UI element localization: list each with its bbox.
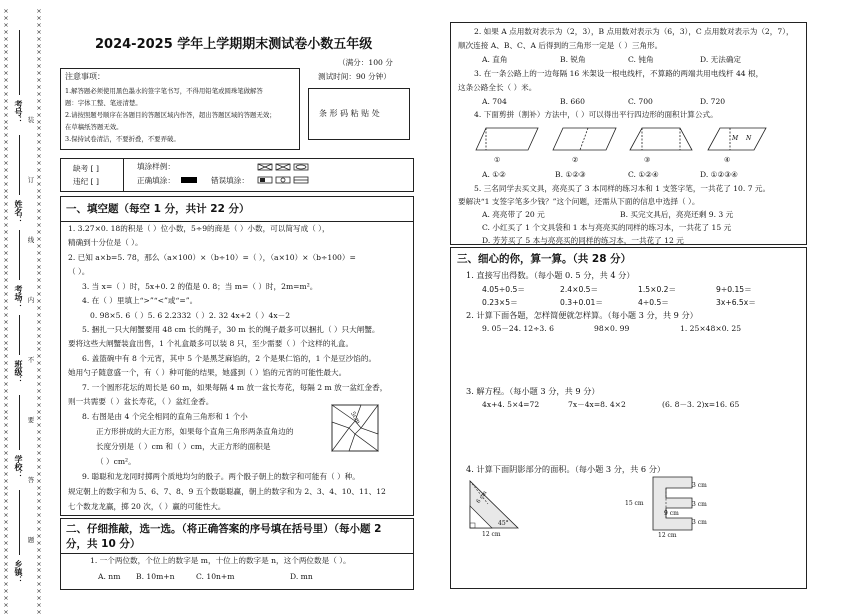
p3-s1: 1. 直接写出得数。（每小题 0. 5 分，共 4 分） [466,270,635,280]
p3-s3: 3. 解方程。（每小题 3 分，共 9 分） [466,386,600,396]
p2-q4-label-4: ④ [724,156,731,164]
absent-mark: 缺考 [ ] [73,164,99,173]
notice-line-5: 3.保持试卷清洁，不要折叠，不要弄破。 [65,135,180,143]
p3-s1-item-7: 4÷0.5＝ [638,298,669,307]
p1-line-20: 七个数龙龙赢，掷 20 次，（ ）赢的可能性大。 [68,502,226,511]
p3-s2: 2. 计算下面各题，怎样简便就怎样算。（每小题 3 分，共 9 分） [466,310,698,320]
e-shape-a-label: 3 cm [692,482,707,489]
p2-q1-option-a: A. nm [98,572,121,581]
e-shape-c-label: 3 cm [692,519,707,526]
p1-line-11: 她用勺子随意盛一个，有（ ）种可能的结果，她盛到（ ）馅的元宵的可能性最大。 [68,368,347,377]
p1-line-7: 0. 98×5. 6（ ）5. 6 2.2332（ ）2. 32 4x+2（ ）4x－2 [90,311,291,320]
parallelogram-figures [468,124,768,156]
p2-q5-b: 要解决“1 支签字笔多少钱？”这个问题，还需从下面的信息中选择（ ）。 [458,197,700,206]
p2-q1: 1. 一个两位数，个位上的数字是 m，十位上的数字是 n，这个两位数是（ ）。 [90,556,351,565]
p2-q2-option-c: C. 钝角 [628,55,654,64]
p2-q3-option-d: D. 720 [700,97,726,106]
notice-box [60,68,300,150]
p2-q2-option-a: A. 直角 [482,55,508,64]
binding-x-marks-right: ×××××××××××××××××××××××××××××××××××××××××××××××××××××××××××××××××××××××××××××××××××××××× [36,7,42,616]
binding-label-name: 姓名： [14,200,23,224]
p3-s1-item-4: 9÷0.15＝ [716,285,752,294]
notice-line-3: 2.请按照题号顺序在各题目的答题区域内作答，超出答题区域的答题无效； [65,111,276,119]
triangle-angle-label: 45° [498,520,509,527]
e-shape-bottom-label: 12 cm [658,532,677,539]
binding-x-marks-left: ×××××××××××××××××××××××××××××××××××××××××××××××××××××××××××××××××××××××××××××××××××××××× [3,7,9,616]
p2-q1-option-b: B. 10m+n [136,572,175,581]
p1-line-4: （ ）。 [68,267,90,276]
barcode-label: 条 形 码 粘 贴 处 [319,109,380,118]
p1-line-10: 6. 盖篮碗中有 8 个元宵，其中 5 个是黑芝麻馅的，2 个是果仁馅的，1 个是豆沙馅的。 [82,354,377,363]
p2-q3: 3. 在一条公路上的一边每隔 16 米架设一根电线杆，不算路的两端共用电线杆 44 根， [474,69,764,78]
part2-heading-2: 分，共 10 分） [66,538,141,550]
p3-s2-item-3: 1. 25×48×0. 25 [680,324,742,333]
p2-q4-label-2: ② [572,156,579,164]
p1-line-16: 长度分别是（ ）cm 和（ ）cm，大正方形的面积是 [96,442,271,451]
p2-q4-label-3: ③ [644,156,651,164]
p3-s1-item-1: 4.05÷0.5＝ [482,285,525,294]
svg-text:M: M [732,135,739,142]
p2-q3-b: 这条公路全长（ ）米。 [458,83,537,92]
p1-line-17: （ ）cm²。 [96,457,136,466]
p1-line-18: 9. 聪聪和龙龙同时掷两个质地均匀的骰子。两个骰子朝上的数字和可能有（ ）种。 [82,472,360,481]
p1-line-12: 7. 一个圆形花坛的周长是 60 m，如果每隔 4 m 放一盆长寿花，每隔 2 m 放一盆红金香， [82,383,388,392]
full-score: （满分：100 分 [338,58,393,67]
svg-text:N: N [746,135,752,142]
discipline-mark: 违纪 [ ] [73,177,99,186]
p1-line-13: 则一共需要（ ）盆长寿花，（ ）盆红金香。 [68,397,214,406]
p3-s3-item-1: 4x+4. 5×4=72 [482,400,540,409]
p2-q2-option-d: D. 无法确定 [700,55,742,64]
p2-q4-label-1: ① [494,156,501,164]
e-shape-inner-label: 9 cm [664,510,679,517]
notice-heading: 注意事项： [65,72,105,81]
p3-s4: 4. 计算下面阴影部分的面积。（每小题 3 分，共 6 分） [466,464,666,474]
p3-s1-item-3: 1.5×0.2＝ [638,285,677,294]
triangle-side-label: 12 cm [482,531,501,538]
notice-line-4: 在草稿纸答题无效。 [65,123,123,131]
p2-q4: 4. 下面剪拼（割补）方法中，（ ）可以得出平行四边形的面积计算公式。 [474,110,718,119]
p2-q4-option-b: B. ①②③ [555,170,586,179]
binding-inner-marks: 装 订 线 内 不 要 答 题 [27,116,35,544]
fill-correct-label: 正确填涂： [137,176,175,185]
p3-s3-item-3: (6. 8－3. 2)x=16. 65 [662,400,740,409]
p2-q2: 2. 如果 A 点用数对表示为（2，3），B 点用数对表示为（6，3），C 点用数对表示为（2，7）， [474,27,794,36]
p1-line-8: 5. 捆扎一只大闸蟹要用 48 cm 长的绳子，30 m 长的绳子最多可以捆扎（ ）只大闸蟹。 [82,325,380,334]
p2-q5-option-b: B. 买完文具后，亮亮还剩 9. 3 元 [620,210,734,219]
notice-line-2: 题：字体工整、笔迹清楚。 [65,99,142,107]
part1-heading: 一、填空题（每空 1 分，共计 22 分） [66,203,250,215]
binding-label-class: 班级： [14,360,23,384]
binding-label-town: 乡镇： [14,560,23,584]
p2-q5-option-c: C. 小红买了 1 个文具袋和 1 本与亮亮买的同样的练习本，一共花了 15 元 [482,223,732,232]
p3-s1-item-8: 3x+6.5x＝ [716,298,756,307]
p3-s1-item-6: 0.3+0.01＝ [560,298,603,307]
p2-q2-option-b: B. 锐角 [560,55,586,64]
p1-line-3: 2. 已知 a×b=5. 78，那么（a×100）×（b÷10）=（ ），（a×10）×（b÷100）= [68,253,356,262]
p3-s1-item-2: 2.4×0.5＝ [560,285,599,294]
fill-wrong-label: 错误填涂： [211,176,249,185]
p1-line-14: 8. 右图是由 4 个完全相同的直角三角形和 1 个小 [82,412,248,421]
fill-sample-box [60,158,414,192]
part2-heading: 二、仔细推敲，选一选。（将正确答案的序号填在括号里）（每小题 2 [66,523,382,535]
p2-q1-option-c: C. 10n+m [196,572,235,581]
fill-sample-label: 填涂样例： [137,162,175,171]
p3-s3-item-2: 7x－4x=8. 4×2 [568,400,626,409]
p1-line-15: 正方形拼成的大正方形，如果每个直角三角形两条直角边的 [96,427,294,436]
exam-title: 2024-2025 学年上学期期末测试卷小数五年级 [95,37,373,52]
triangle-top-label: 6 cm [475,490,489,505]
figure-5cm-label: 5cm [349,410,362,426]
p1-line-9: 要将这些大闸蟹装盒出售，1 个礼盒最多可以装 8 只，至少需要（ ）个这样的礼盒。 [68,339,354,348]
p2-q5: 5. 三名同学去买文具，亮亮买了 3 本同样的练习本和 1 支签字笔，一共花了 10. 7 元。 [474,184,771,193]
binding-label-exam-no: 考号： [14,100,23,124]
p3-s2-item-1: 9. 05－24. 12÷3. 6 [482,324,554,333]
shaded-triangle-figure [464,476,524,536]
p2-q5-option-a: A. 亮亮带了 20 元 [482,210,545,219]
p1-line-19: 规定朝上的数字和为 5、6、7、8、9 五个数聪聪赢，朝上的数字和为 2、3、4、10、11、12 [68,487,386,496]
p3-s1-item-5: 0.23×5＝ [482,298,518,307]
p2-q5-option-d: D. 芳芳买了 5 本与亮亮买的同样的练习本，一共花了 12 元 [482,236,684,245]
binding-label-school: 学校： [14,455,23,479]
p2-q3-option-c: C. 700 [628,97,653,106]
e-shape-b-label: 3 cm [692,501,707,508]
exam-time: 测试时间：90 分钟） [318,72,391,81]
p1-line-2: 精确到十分位是（ ）。 [68,238,143,247]
p2-q4-option-d: D. ①②③④ [700,170,738,179]
p2-q3-option-a: A. 704 [482,97,507,106]
shaded-e-shape-figure [652,476,694,532]
p1-line-1: 1. 3.27×0. 18的积是（ ）位小数，5÷9的商是（ ）小数，可以简写成（ ）， [68,224,330,233]
fill-sample-icons [257,163,317,187]
correct-fill-mark [181,177,197,183]
p2-q2-b: 顺次连接 A、B、C、A 后得到的三角形一定是（ ）三角形。 [458,41,663,50]
p2-q3-option-b: B. 660 [560,97,585,106]
p1-line-6: 4. 在（ ）里填上“>”“<”或“=”。 [82,296,198,305]
p2-q4-option-c: C. ①②④ [628,170,659,179]
e-shape-height-label: 15 cm [625,500,644,507]
notice-line-1: 1.解答题必须使用黑色墨水的签字笔书写，不得用铅笔或圆珠笔做解答 [65,87,263,95]
p2-q4-option-a: A. ①② [482,170,506,179]
binding-label-room: 考场： [14,285,23,309]
p3-s2-item-2: 98×0. 99 [594,324,630,333]
barcode-box [308,88,410,140]
part3-heading: 三、细心的你，算一算。（共 28 分） [457,253,632,265]
p1-line-5: 3. 当 x=（ ）时，5x+0. 2 的值是 0. 8；当 m=（ ）时，2m=m²。 [82,282,318,291]
p2-q1-option-d: D. mn [290,572,313,581]
